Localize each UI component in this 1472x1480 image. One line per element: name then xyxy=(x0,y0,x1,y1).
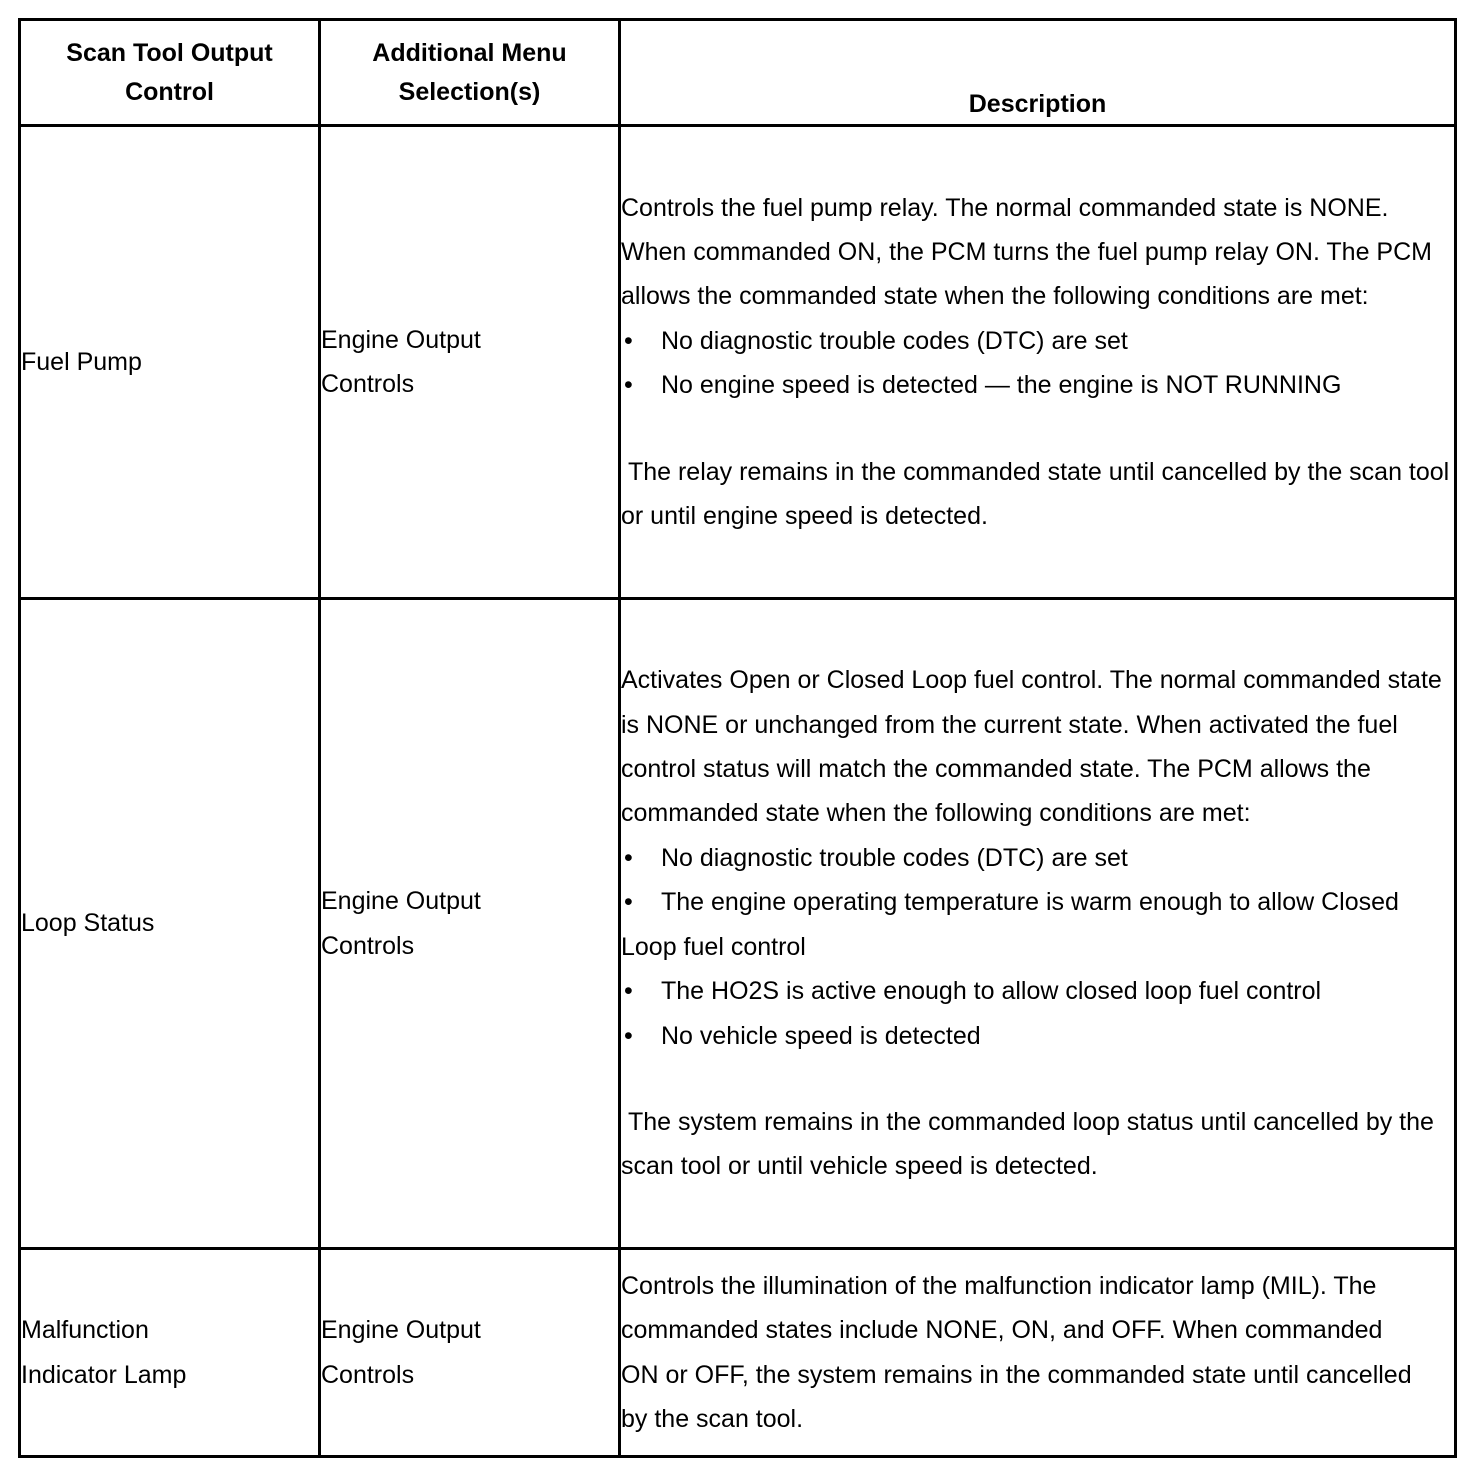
bullet-icon: • xyxy=(624,1021,633,1050)
header-description: Description xyxy=(620,20,1456,126)
description-cell xyxy=(620,1249,1456,1457)
output-controls-table xyxy=(18,18,1457,1458)
bullet-text: The HO2S is active enough to allow closed loop fuel control xyxy=(661,977,1322,1006)
header-scan-tool-output-control: Scan Tool Output Control xyxy=(20,20,320,126)
spacer xyxy=(621,1058,1454,1100)
bullet-item xyxy=(621,319,1454,363)
description-intro: Controls the illumination of the malfunction indicator lamp (MIL). The commanded states include NONE, ON, and OFF. When commanded ON or OFF, the system remains in the commanded state until cancelled by the scan tool. xyxy=(621,1271,1412,1433)
bullet-item xyxy=(621,969,1454,1013)
bullet-icon: • xyxy=(624,843,633,872)
description-outro: The relay remains in the commanded state until cancelled by the scan tool or until engine speed is detected. xyxy=(621,457,1457,531)
bullet-text: No diagnostic trouble codes (DTC) are set xyxy=(661,843,1128,872)
control-name: Malfunction Indicator Lamp xyxy=(20,1249,320,1457)
description-intro: Controls the fuel pump relay. The normal commanded state is NONE. When commanded ON, the PCM turns the fuel pump relay ON. The PCM allows the commanded state when the following conditions are met: xyxy=(621,193,1432,311)
control-name: Loop Status xyxy=(20,599,320,1249)
bullet-icon: • xyxy=(624,977,633,1006)
control-name: Fuel Pump xyxy=(20,126,320,599)
menu-selection: Engine Output Controls xyxy=(320,126,620,599)
bullet-text: No vehicle speed is detected xyxy=(661,1021,981,1050)
spacer xyxy=(621,408,1454,450)
menu-selection: Engine Output Controls xyxy=(320,1249,620,1457)
header-additional-menu-selections: Additional Menu Selection(s) xyxy=(320,20,620,126)
bullet-item xyxy=(621,363,1454,407)
bullet-item xyxy=(621,1014,1454,1058)
description-cell xyxy=(620,599,1456,1249)
table-row xyxy=(20,1249,1456,1457)
description-outro: The system remains in the commanded loop status until cancelled by the scan tool or until vehicle speed is detected. xyxy=(621,1107,1441,1181)
bullet-text: No engine speed is detected — the engine is NOT RUNNING xyxy=(661,371,1342,400)
bullet-icon: • xyxy=(624,326,633,355)
bullet-icon: • xyxy=(624,371,633,400)
bullet-text: No diagnostic trouble codes (DTC) are set xyxy=(661,326,1128,355)
bullet-icon: • xyxy=(624,888,633,917)
bullet-item xyxy=(621,836,1454,880)
table-row xyxy=(20,599,1456,1249)
bullet-text: The engine operating temperature is warm enough to allow Closed Loop fuel control xyxy=(621,888,1399,961)
description-cell xyxy=(620,126,1456,599)
table-row xyxy=(20,126,1456,599)
menu-selection: Engine Output Controls xyxy=(320,599,620,1249)
description-intro: Activates Open or Closed Loop fuel control. The normal commanded state is NONE or unchanged from the current state. When activated the fuel control status will match the commanded state. The PCM allows the commanded state when the following conditions are met: xyxy=(621,666,1442,828)
bullet-item xyxy=(621,880,1454,969)
header-row xyxy=(20,20,1456,126)
